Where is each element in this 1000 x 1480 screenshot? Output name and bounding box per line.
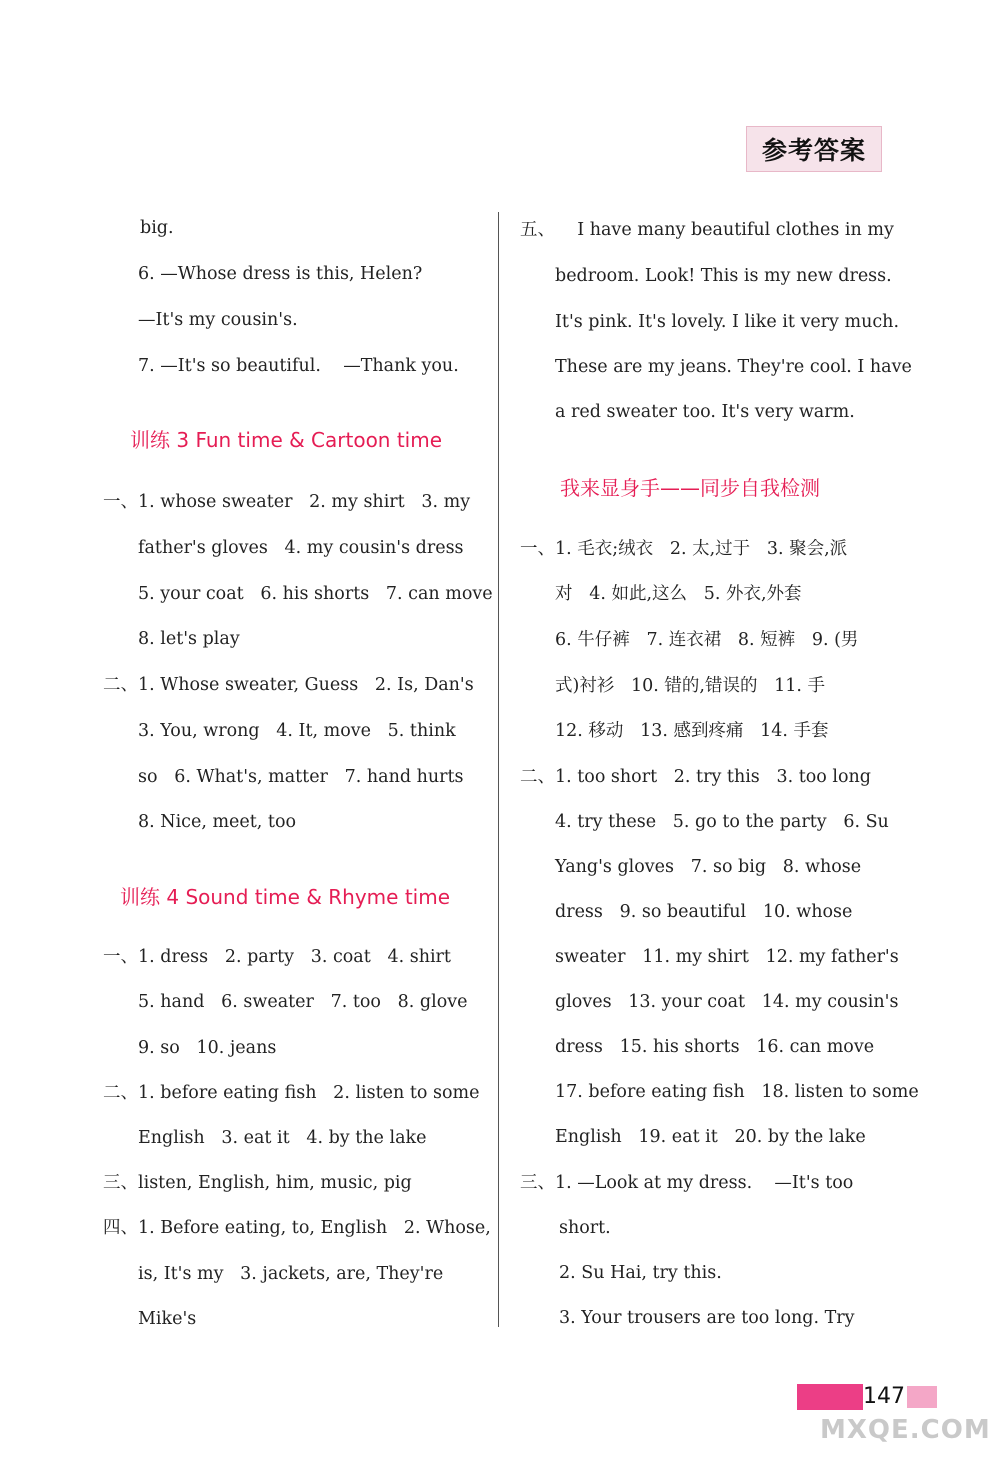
section-heading: 训练 3 Fun time & Cartoon time <box>130 428 443 452</box>
text-line: 3. Your trousers are too long. Try <box>559 1308 855 1328</box>
text-line: 5. your coat 6. his shorts 7. can move <box>138 584 493 604</box>
page-number-block <box>797 1384 937 1410</box>
text-line: 一、1. 毛衣;绒衣 2. 太,过于 3. 聚会,派 <box>520 539 848 559</box>
text-line: 一、1. dress 2. party 3. coat 4. shirt <box>103 947 451 967</box>
text-line: English 3. eat it 4. by the lake <box>138 1128 427 1148</box>
text-line: 17. before eating fish 18. listen to some <box>555 1082 919 1102</box>
text-line: short. <box>559 1218 611 1238</box>
text-line: 9. so 10. jeans <box>138 1038 277 1058</box>
text-line: 二、1. too short 2. try this 3. too long <box>520 767 872 787</box>
text-line: 6. 牛仔裤 7. 连衣裙 8. 短裤 9. (男 <box>555 630 859 650</box>
text-line: 三、listen, English, him, music, pig <box>103 1173 412 1193</box>
text-line: a red sweater too. It's very warm. <box>555 402 855 422</box>
text-line: 式)衬衫 10. 错的,错误的 11. 手 <box>555 676 826 696</box>
text-line: 6. —Whose dress is this, Helen? <box>138 264 423 284</box>
text-line: These are my jeans. They're cool. I have <box>555 357 912 377</box>
text-line: 3. You, wrong 4. It, move 5. think <box>138 721 456 741</box>
text-line: 对 4. 如此,这么 5. 外衣,外套 <box>555 584 802 604</box>
section-heading: 训练 4 Sound time & Rhyme time <box>120 885 451 909</box>
text-line: is, It's my 3. jackets, are, They're <box>138 1264 444 1284</box>
text-line: Mike's <box>138 1309 197 1329</box>
text-line: sweater 11. my shirt 12. my father's <box>555 947 899 967</box>
text-line: dress 15. his shorts 16. can move <box>555 1037 875 1057</box>
text-line: dress 9. so beautiful 10. whose <box>555 902 853 922</box>
text-line: 四、1. Before eating, to, English 2. Whose, <box>103 1218 491 1238</box>
text-line: so 6. What's, matter 7. hand hurts <box>138 767 464 787</box>
page-number: 147 <box>863 1384 905 1409</box>
text-line: gloves 13. your coat 14. my cousin's <box>555 992 899 1012</box>
text-line: father's gloves 4. my cousin's dress <box>138 538 464 558</box>
column-divider <box>498 212 499 1327</box>
page-number-accent <box>907 1386 937 1408</box>
text-line: 4. try these 5. go to the party 6. Su <box>555 812 889 832</box>
text-line: 二、1. Whose sweater, Guess 2. Is, Dan's <box>103 675 474 695</box>
text-line: 12. 移动 13. 感到疼痛 14. 手套 <box>555 721 829 741</box>
text-line: 一、1. whose sweater 2. my shirt 3. my <box>103 492 471 512</box>
section-heading: 我来显身手——同步自我检测 <box>560 476 820 500</box>
text-line: 三、1. —Look at my dress. —It's too <box>520 1173 854 1193</box>
text-line: 二、1. before eating fish 2. listen to some <box>103 1083 480 1103</box>
text-line: 五、 I have many beautiful clothes in my <box>520 220 894 240</box>
watermark: MXQE.COM <box>820 1415 991 1445</box>
page-number-bar <box>797 1384 863 1410</box>
text-line: big. <box>140 218 174 238</box>
badge-title: 参考答案 <box>762 136 867 165</box>
text-line: It's pink. It's lovely. I like it very much. <box>555 312 900 332</box>
answer-key-badge <box>712 118 912 184</box>
text-line: —It's my cousin's. <box>138 310 298 330</box>
text-line: 8. Nice, meet, too <box>138 812 297 832</box>
text-line: 5. hand 6. sweater 7. too 8. glove <box>138 992 468 1012</box>
text-line: 8. let's play <box>138 629 240 649</box>
text-line: Yang's gloves 7. so big 8. whose <box>555 857 862 877</box>
text-line: 2. Su Hai, try this. <box>559 1263 722 1283</box>
text-line: English 19. eat it 20. by the lake <box>555 1127 866 1147</box>
text-line: bedroom. Look! This is my new dress. <box>555 266 892 286</box>
text-line: 7. —It's so beautiful. —Thank you. <box>138 356 459 376</box>
